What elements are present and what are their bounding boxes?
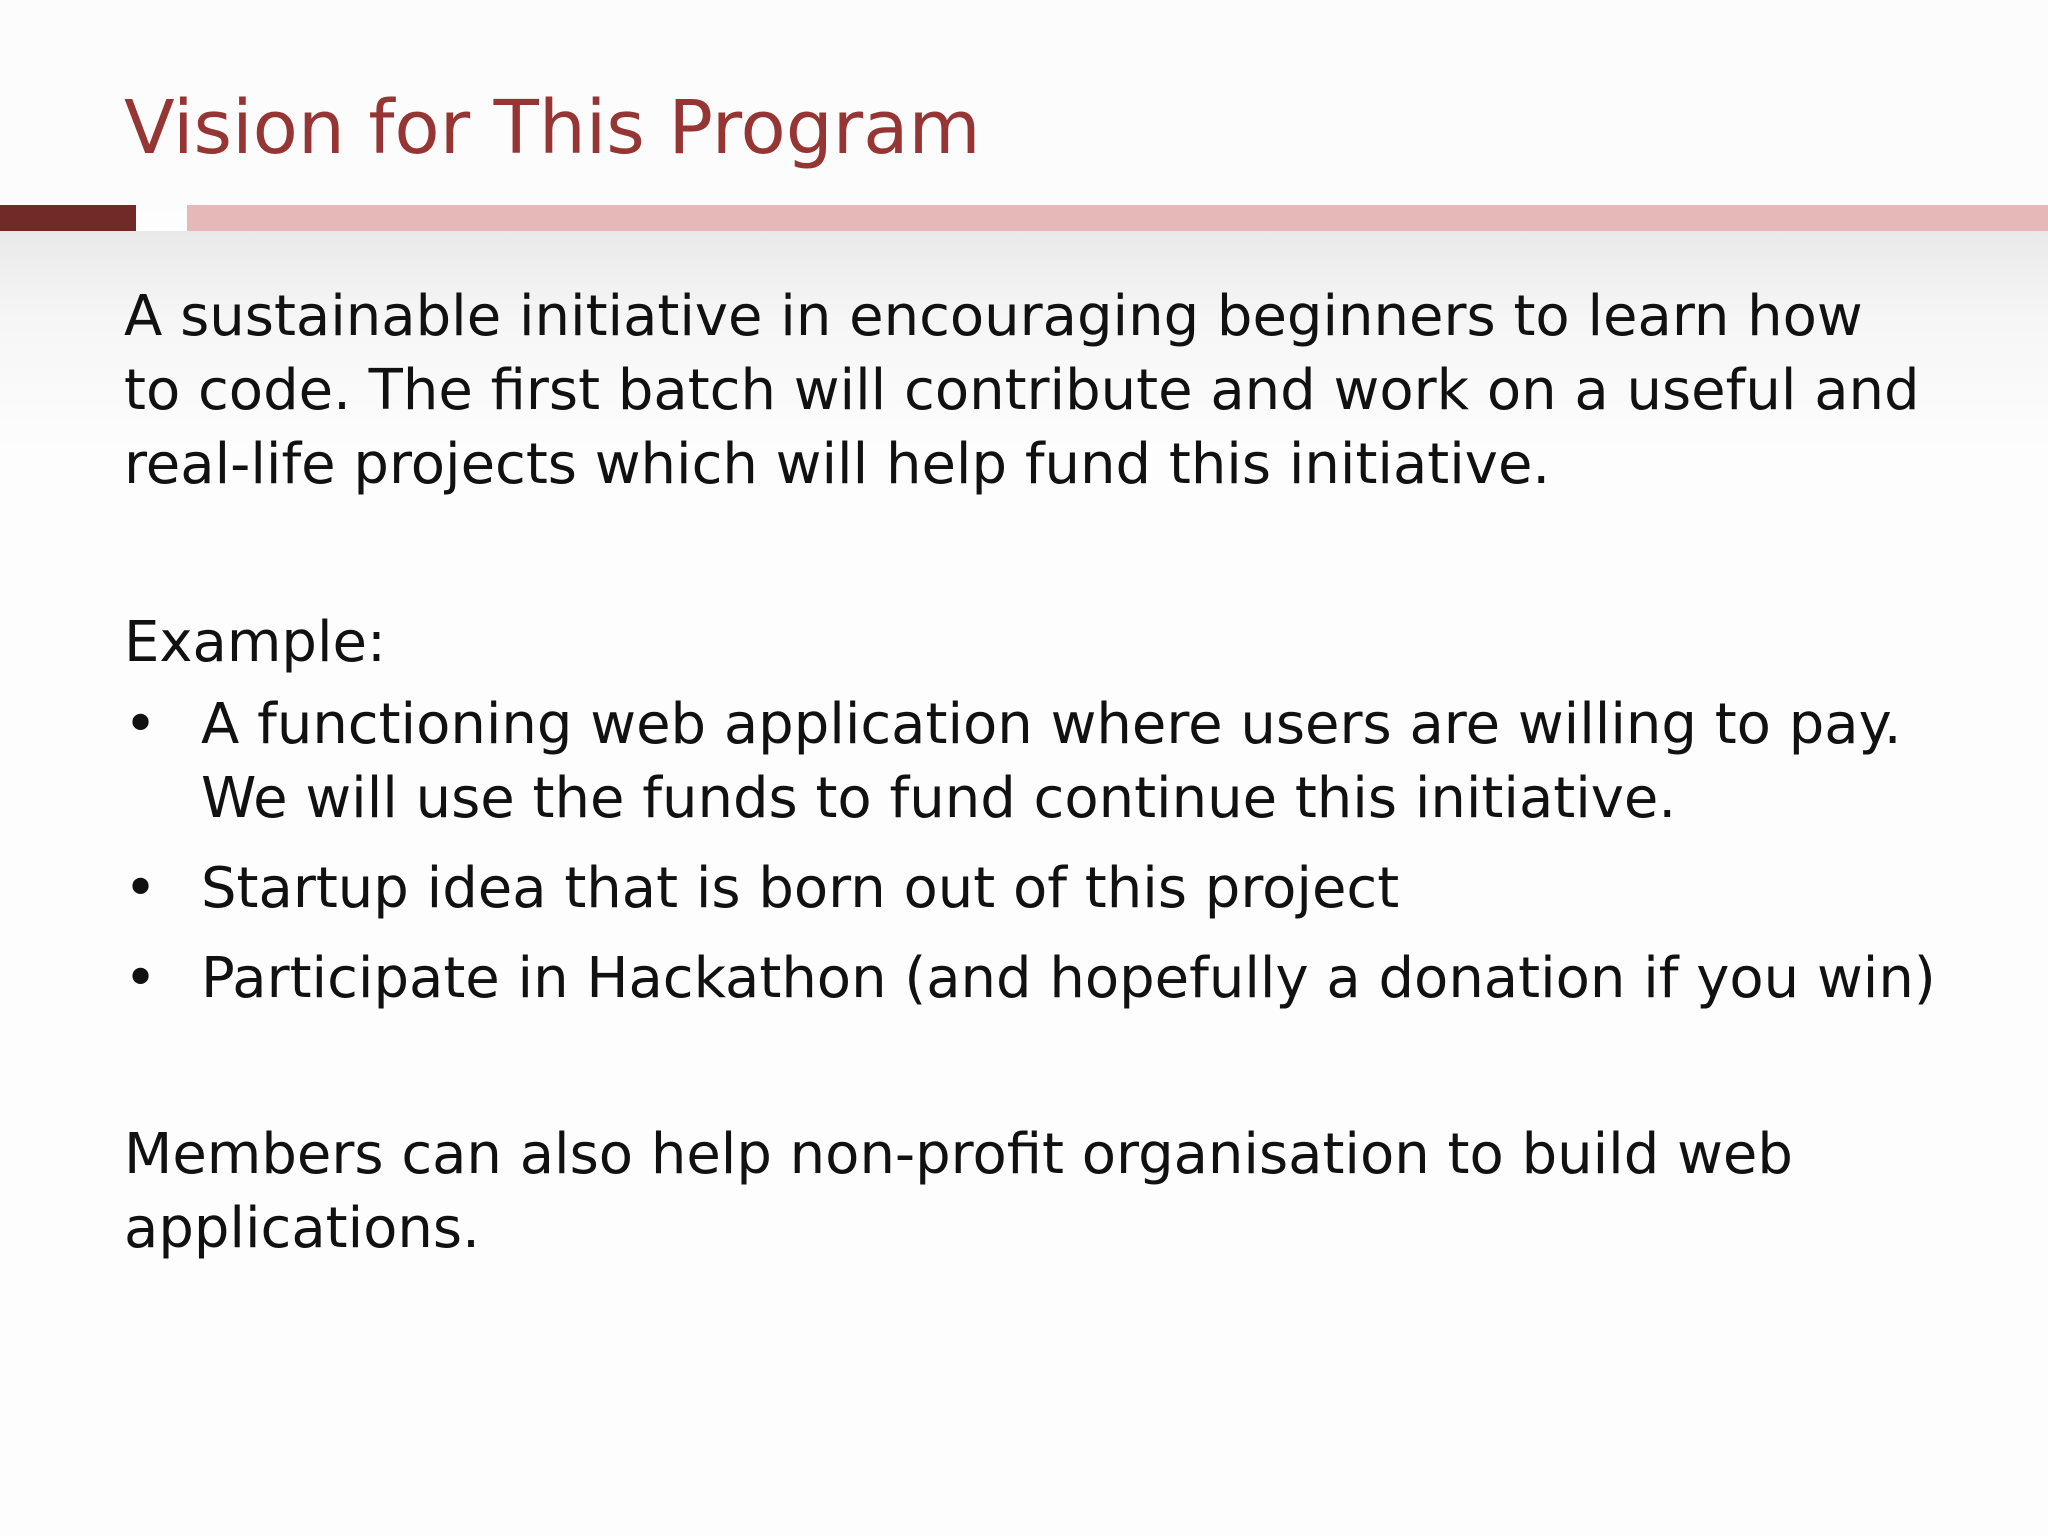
bullet-text: Participate in Hackathon (and hopefully a donation if you win) [201, 946, 1936, 1011]
bullet-icon: • [124, 946, 158, 1011]
bullet-list [124, 688, 2004, 1016]
bullet-item [124, 852, 2004, 926]
slide-body [124, 280, 2004, 1266]
title-accent-bar-dark [0, 205, 136, 231]
bullet-text: Startup idea that is born out of this project [201, 856, 1400, 921]
bullet-text: A functioning web application where users are willing to pay. We will use the funds to fund continue this initiative. [201, 692, 1902, 831]
closing-paragraph: Members can also help non-profit organisation to build web applications. [124, 1122, 1793, 1261]
example-label: Example: [124, 610, 386, 675]
bullet-item [124, 688, 2004, 836]
slide-title: Vision for This Program [124, 85, 981, 171]
title-accent-bar-light [187, 205, 2048, 231]
bullet-icon: • [124, 856, 158, 921]
bullet-item [124, 942, 2004, 1016]
intro-paragraph: A sustainable initiative in encouraging beginners to learn how to code. The first batch will contribute and work on a useful and real-life projects which will help fund this initiative. [124, 284, 1920, 497]
title-area [0, 0, 2048, 210]
bullet-icon: • [124, 692, 158, 757]
